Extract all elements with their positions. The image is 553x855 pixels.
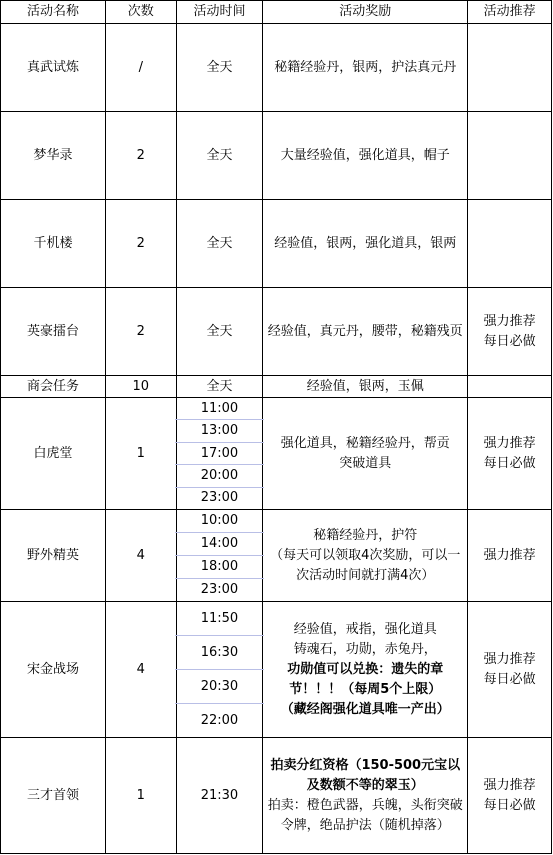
table-row (1, 288, 552, 376)
activity-time: 全天 (176, 288, 263, 376)
activity-reward (263, 738, 468, 854)
reward-note: 功勋值可以兑换：遗失的章节！！！（每周5个上限） (287, 661, 444, 697)
time-slot: 20:00 (175, 465, 265, 487)
activity-recommend (468, 398, 552, 510)
activity-count: / (105, 24, 176, 112)
activity-reward (263, 112, 468, 200)
activity-name: 野外精英 (1, 510, 106, 602)
recommend-line: 强力推荐 (483, 547, 536, 563)
table-row (1, 200, 552, 288)
time-slot: 20:30 (175, 670, 265, 704)
recommend-line: 每日必做 (483, 333, 536, 349)
activity-reward (263, 376, 468, 398)
activity-time (176, 510, 263, 602)
header-time: 活动时间 (176, 1, 263, 24)
table-row (1, 112, 552, 200)
recommend-line: 强力推荐 (483, 435, 536, 451)
activity-reward (263, 602, 468, 738)
activity-time: 21:30 (176, 738, 263, 854)
table-row (1, 738, 552, 854)
table-row (1, 398, 552, 510)
activity-reward (263, 288, 468, 376)
table-row (1, 510, 552, 602)
recommend-line: 每日必做 (483, 671, 536, 687)
reward-line: 大量经验值，强化道具，帽子 (280, 147, 450, 163)
time-slot: 22:00 (200, 712, 239, 728)
time-slot: 10:00 (175, 510, 265, 533)
activity-time (176, 602, 263, 738)
recommend-line: 每日必做 (483, 455, 536, 471)
activity-name: 千机楼 (1, 200, 106, 288)
time-slot: 23:00 (200, 582, 239, 597)
activity-reward (263, 24, 468, 112)
recommend-line: 强力推荐 (483, 313, 536, 329)
activity-time: 全天 (176, 376, 263, 398)
activity-recommend (468, 200, 552, 288)
activity-count: 2 (105, 288, 176, 376)
activity-recommend (468, 288, 552, 376)
activity-time: 全天 (176, 112, 263, 200)
activity-count: 4 (105, 510, 176, 602)
recommend-line: 强力推荐 (483, 651, 536, 667)
header-name: 活动名称 (1, 1, 106, 24)
activity-count: 2 (105, 112, 176, 200)
time-slot: 11:50 (175, 602, 265, 636)
reward-line: 拍卖：橙色武器，兵魄，头衔突破令牌，绝品护法（随机掉落） (267, 797, 463, 833)
reward-note: （藏经阁强化道具唯一产出） (280, 701, 450, 717)
reward-line: 秘籍经验丹，银两，护法真元丹 (274, 59, 457, 75)
activity-reward (263, 398, 468, 510)
recommend-line: 每日必做 (483, 797, 536, 813)
activity-count: 4 (105, 602, 176, 738)
activity-name: 三才首领 (1, 738, 106, 854)
activity-recommend (468, 24, 552, 112)
reward-line: 经验值，银两，强化道具，银两 (274, 235, 457, 251)
time-slot: 11:00 (175, 398, 265, 420)
activity-time: 全天 (176, 200, 263, 288)
header-count: 次数 (105, 1, 176, 24)
activity-name: 宋金战场 (1, 602, 106, 738)
activity-recommend (468, 376, 552, 398)
activity-count: 10 (105, 376, 176, 398)
activity-name: 商会任务 (1, 376, 106, 398)
time-slot: 18:00 (175, 556, 265, 579)
activity-time (176, 398, 263, 510)
time-slot: 14:00 (175, 533, 265, 556)
header-row (1, 1, 552, 24)
reward-line: 铸魂石，功勋，赤兔丹， (293, 641, 437, 657)
reward-line: （每天可以领取4次奖励，可以一次活动时间就打满4次） (270, 547, 461, 583)
reward-line: 强化道具，秘籍经验丹，帮贡 (280, 435, 450, 451)
header-recommend: 活动推荐 (468, 1, 552, 24)
activity-name: 梦华录 (1, 112, 106, 200)
time-slot: 23:00 (200, 490, 239, 506)
activity-recommend (468, 602, 552, 738)
table-row (1, 376, 552, 398)
reward-line: 经验值，银两，玉佩 (306, 378, 424, 394)
activity-count: 1 (105, 738, 176, 854)
activity-recommend (468, 112, 552, 200)
activity-recommend (468, 510, 552, 602)
activity-reward (263, 200, 468, 288)
table-row (1, 602, 552, 738)
header-reward: 活动奖励 (263, 1, 468, 24)
time-slot: 16:30 (175, 636, 265, 670)
recommend-line: 强力推荐 (483, 777, 536, 793)
activity-count: 2 (105, 200, 176, 288)
table-row (1, 24, 552, 112)
activity-time: 全天 (176, 24, 263, 112)
activity-name: 真武试炼 (1, 24, 106, 112)
activity-recommend (468, 738, 552, 854)
reward-note: 拍卖分红资格（150-500元宝以及数额不等的翠玉） (270, 757, 461, 793)
activity-count: 1 (105, 398, 176, 510)
reward-line: 秘籍经验丹，护符 (313, 527, 418, 543)
reward-line: 经验值，真元丹，腰带，秘籍残页 (267, 323, 463, 339)
time-slot: 17:00 (175, 443, 265, 465)
reward-line: 突破道具 (339, 455, 392, 471)
activity-name: 白虎堂 (1, 398, 106, 510)
time-slot: 13:00 (175, 420, 265, 442)
activity-name: 英豪擂台 (1, 288, 106, 376)
reward-line: 经验值，戒指，强化道具 (293, 621, 437, 637)
activity-reward (263, 510, 468, 602)
